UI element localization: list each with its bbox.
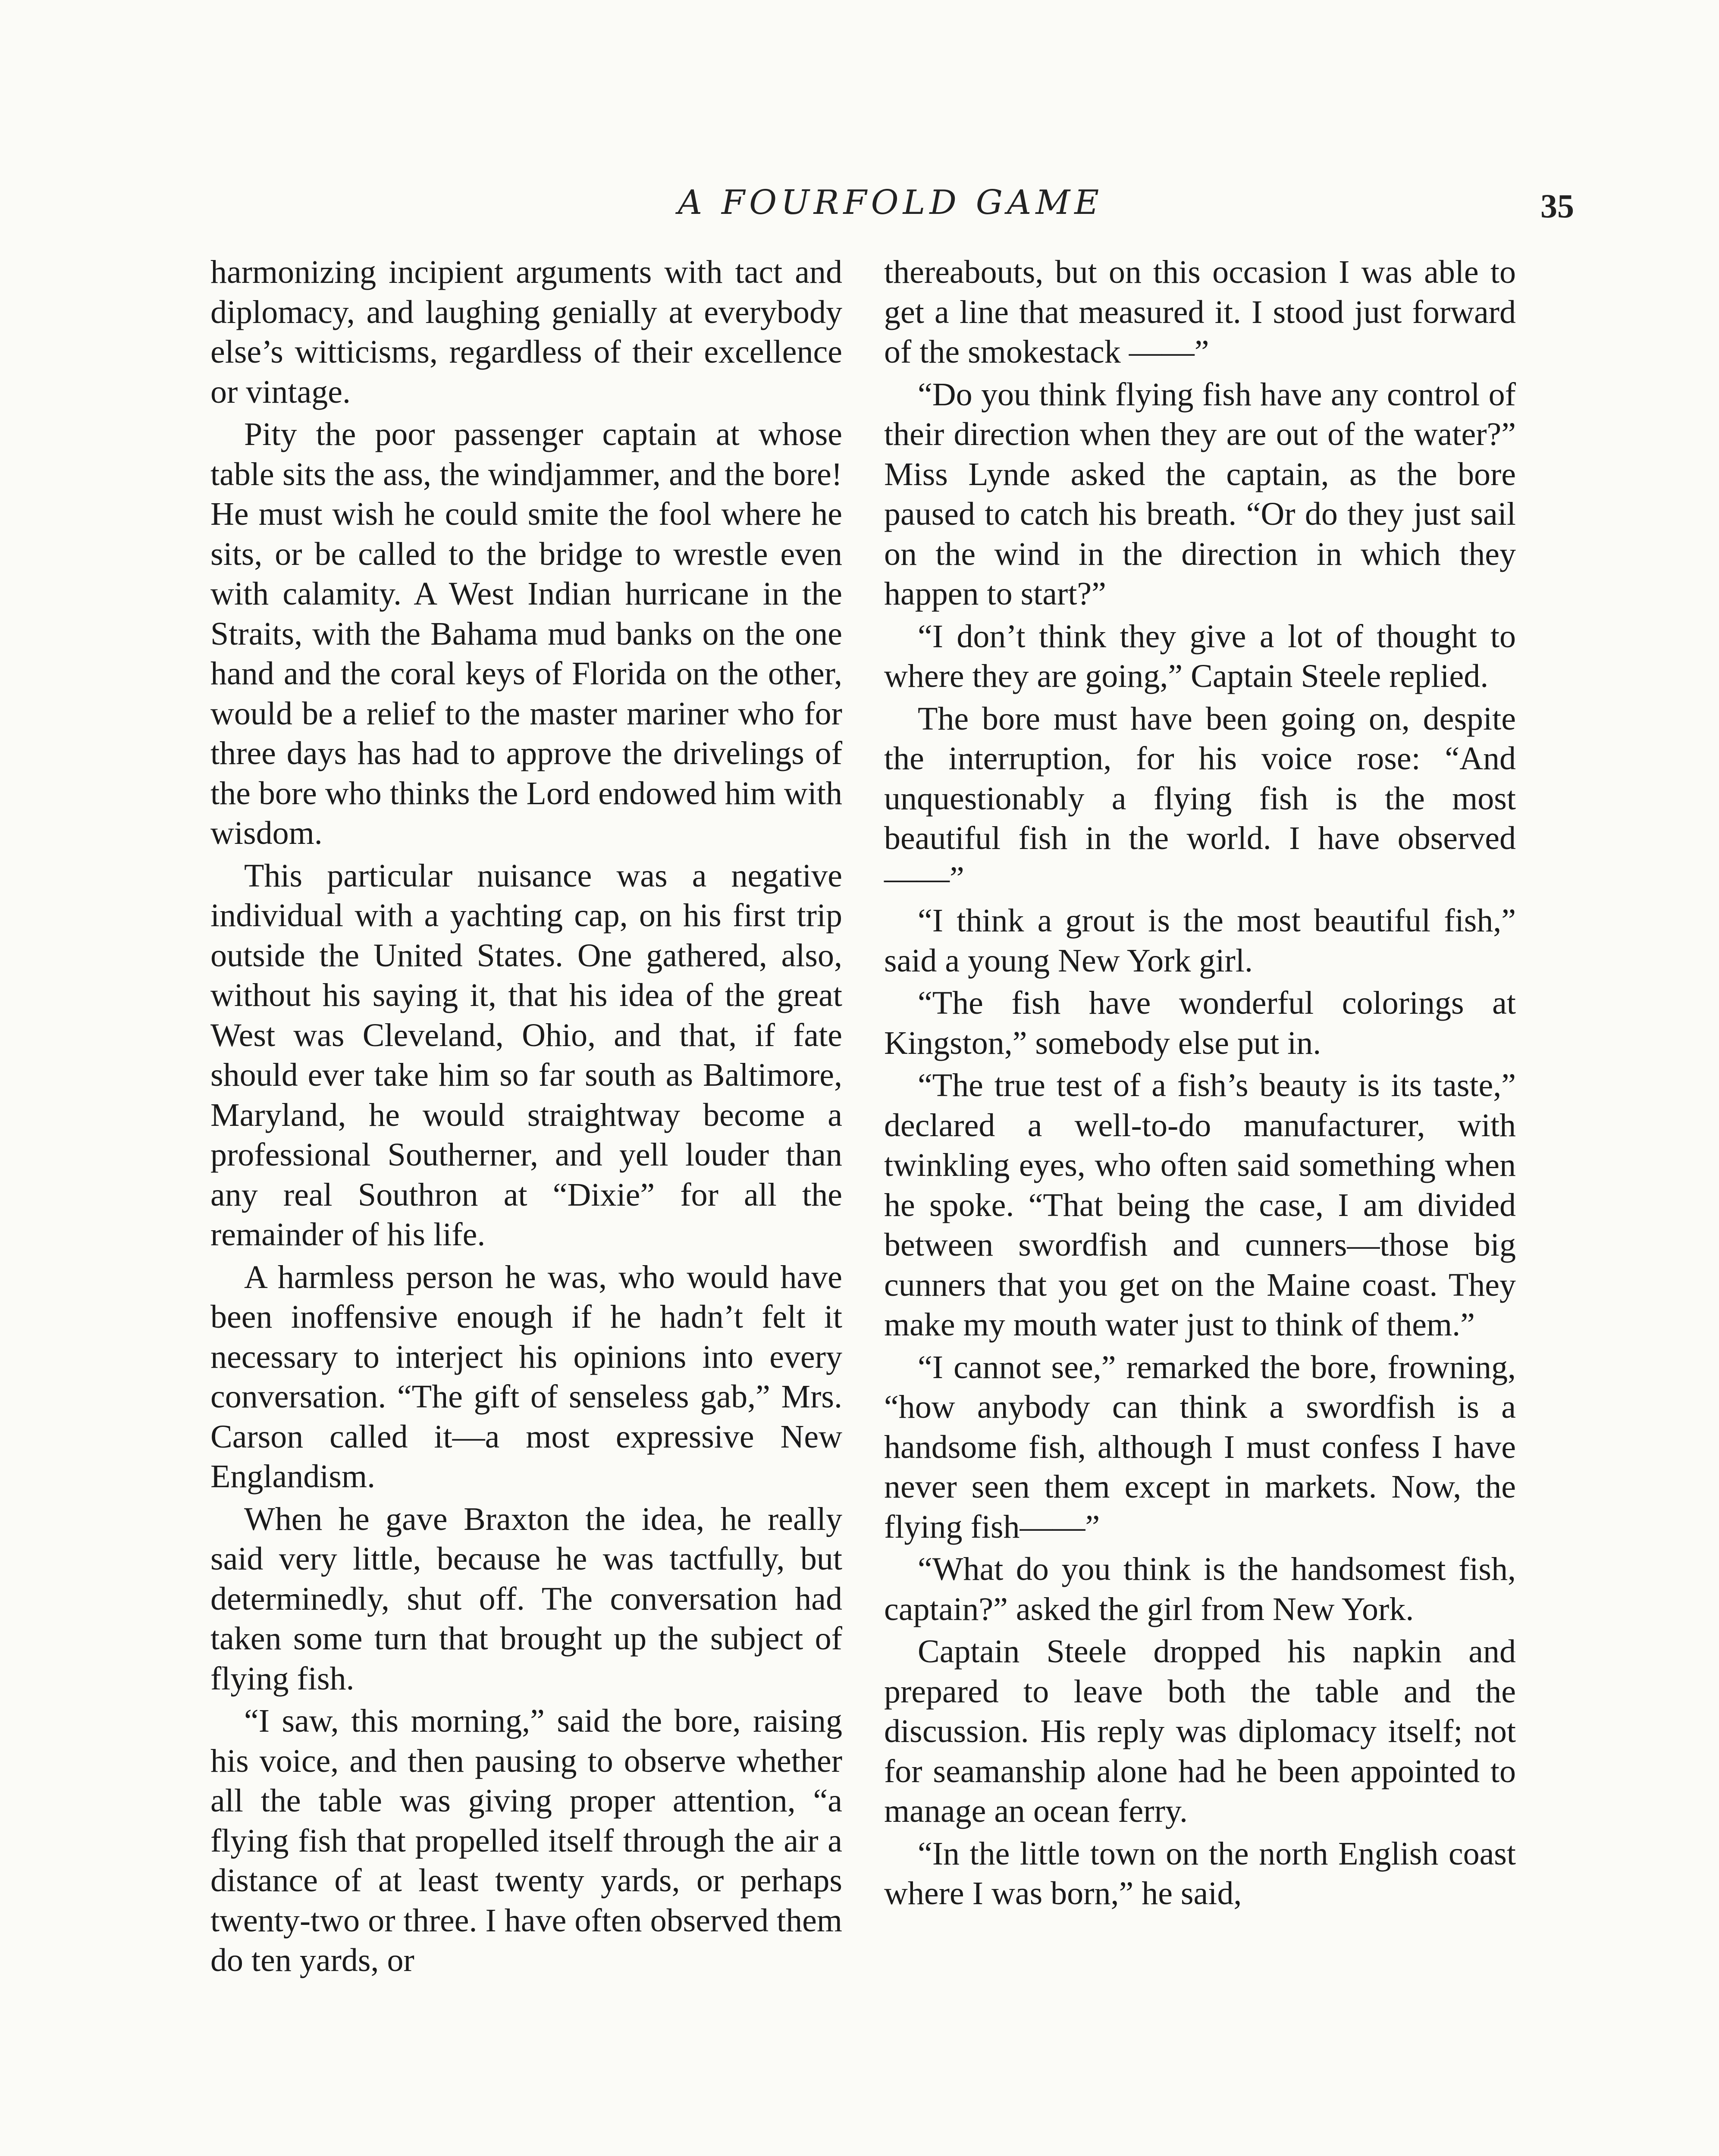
paragraph: Pity the poor passenger captain at whose table sits the ass, the windjammer, and the bore! He must wish he could smite the fool where he sits, or be called to the bridge to wrestle even with calamity. A West Indian hurricane in the Straits, with the Bahama mud banks on the one hand and the coral keys of Florida on the other, would be a relief to the master mariner who for three days has had to approve the drivelings of the bore who thinks the Lord endowed him with wisdom. [210,416,842,851]
paragraph: harmonizing incipient arguments with tact and diplomacy, and laughing genially at everybody else’s witticisms, regardless of their excellence or vintage. [210,254,842,410]
paragraph: “I don’t think they give a lot of thought to where they are going,” Captain Steele replied. [884,618,1516,694]
paragraph: “I think a grout is the most beautiful fish,” said a young New York girl. [884,903,1516,979]
running-title: A FOURFOLD GAME [678,183,1104,222]
paragraph: “The fish have wonderful colorings at Kingston,” somebody else put in. [884,985,1516,1061]
running-header [207,175,1574,248]
text-column-left [210,252,842,1983]
paragraph: thereabouts, but on this occasion I was able to get a line that measured it. I stood just forward of the smokestack ——” [884,254,1516,370]
paragraph: “What do you think is the handsomest fish, captain?” asked the girl from New York. [884,1551,1516,1627]
paragraph: This particular nuisance was a negative individual with a yachting cap, on his first trip outside the United States. One gathered, also, without his saying it, that his idea of the great West was Cleveland, Ohio, and that, if fate should ever take him so far south as Baltimore, Maryland, he would straightway become a professional Southerner, and yell louder than any real Southron at “Dixie” for all the remainder of his life. [210,857,842,1253]
paragraph: “I cannot see,” remarked the bore, frowning, “how anybody can think a swordfish is a handsome fish, although I must confess I have never seen them except in markets. Now, the flying fish——” [884,1349,1516,1545]
page-number: 35 [1540,187,1574,225]
paragraph: When he gave Braxton the idea, he really said very little, because he was tactfully, but determinedly, shut off. The conversation had taken some turn that brought up the subject of flying fish. [210,1501,842,1697]
text-column-right [884,252,1516,1916]
paragraph: Captain Steele dropped his napkin and prepared to leave both the table and the discussion. His reply was diplomacy itself; not for seamanship alone had he been appointed to manage an ocean ferry. [884,1633,1516,1829]
paragraph: “The true test of a fish’s beauty is its taste,” declared a well-to-do manufacturer, with twinkling eyes, who often said something when he spoke. “That being the case, I am divided between swordfish and cunners—those big cunners that you get on the Maine coast. They make my mouth water just to think of them.” [884,1067,1516,1343]
paragraph: The bore must have been going on, despite the interruption, for his voice rose: “And unquestionably a flying fish is the most beautiful fish in the world. I have observed——” [884,700,1516,896]
paragraph: “Do you think flying fish have any control of their direction when they are out of the water?” Miss Lynde asked the captain, as the bore paused to catch his breath. “Or do they just sail on the wind in the direction in which they happen to start?” [884,376,1516,612]
paragraph: “I saw, this morning,” said the bore, raising his voice, and then pausing to observe whether all the table was giving proper attention, “a flying fish that propelled itself through the air a distance of at least twenty yards, or perhaps twenty-two or three. I have often observed them do ten yards, or [210,1703,842,1978]
paragraph: “In the little town on the north English coast where I was born,” he said, [884,1835,1516,1912]
paragraph: A harmless person he was, who would have been inoffensive enough if he hadn’t felt it necessary to interject his opinions into every conversation. “The gift of senseless gab,” Mrs. Carson called it—a most expressive New Englandism. [210,1259,842,1495]
